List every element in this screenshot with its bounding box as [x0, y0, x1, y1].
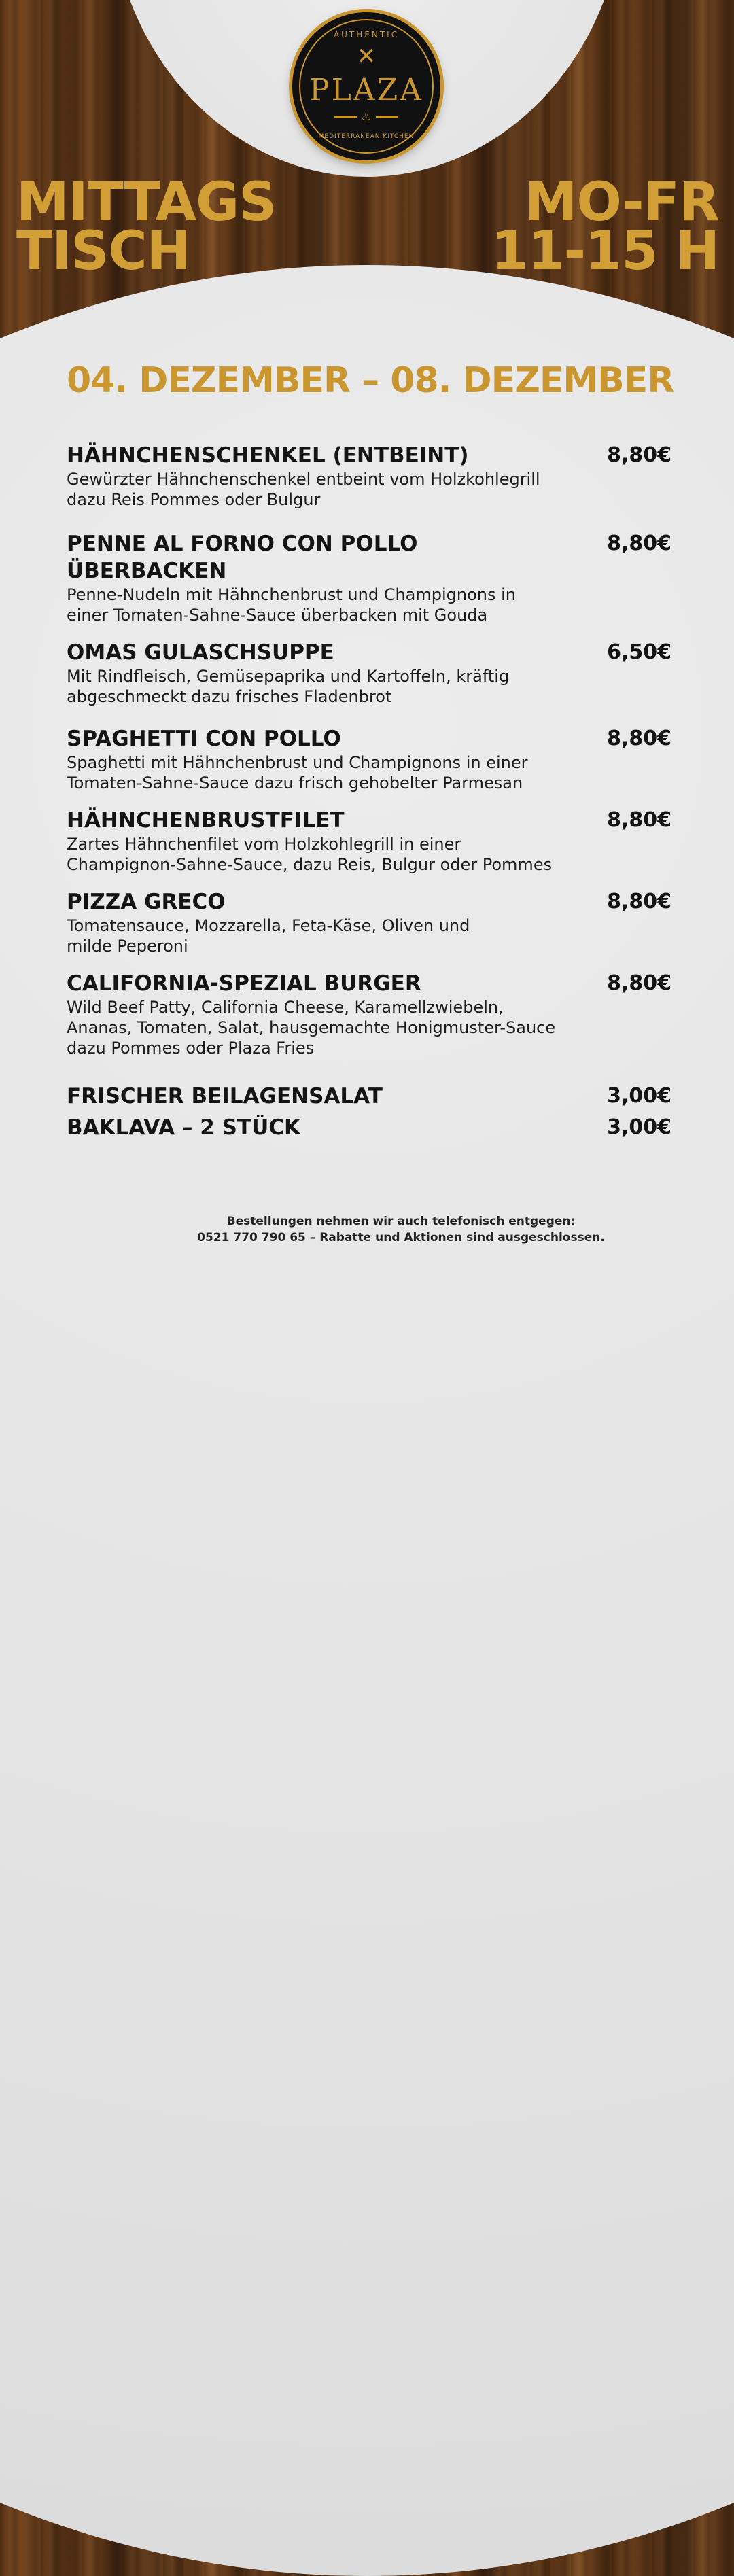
menu-item-price: 8,80€: [607, 890, 671, 913]
menu-item-description-line: Mit Rindfleisch, Gemüsepaprika und Kartoffeln, kräftig: [67, 667, 510, 686]
opening-hours-time: 11-15 H: [491, 221, 719, 282]
menu-item-description-line: Penne-Nudeln mit Hähnchenbrust und Champignons in: [67, 585, 516, 604]
menu-item-name: SPAGHETTI CON POLLO: [67, 727, 341, 751]
menu-item: [67, 807, 678, 875]
opening-hours-days: MO-FR: [524, 172, 719, 233]
menu-item-description-line: Gewürzter Hähnchenschenkel entbeint vom Holzkohlegrill: [67, 470, 540, 489]
menu-item-description-line: Wild Beef Patty, California Cheese, Karamellzwiebeln,: [67, 998, 504, 1017]
menu-item-name-line: ÜBERBACKEN: [67, 559, 227, 583]
menu-item: [67, 970, 678, 1058]
menu-item-price: 6,50€: [607, 640, 671, 664]
menu-item-price: 3,00€: [607, 1115, 671, 1139]
menu-item-description-line: milde Peperoni: [67, 937, 188, 956]
menu-item: [67, 530, 678, 625]
menu-item-description-line: dazu Reis Pommes oder Bulgur: [67, 490, 321, 509]
menu-item-description-line: Ananas, Tomaten, Salat, hausgemachte Honigmuster-Sauce: [67, 1018, 556, 1037]
menu-item-name: HÄHNCHENBRUSTFILET: [67, 808, 345, 833]
menu-item-price: 8,80€: [607, 532, 671, 555]
menu-item-description-line: Tomatensauce, Mozzarella, Feta-Käse, Oliven und: [67, 916, 470, 935]
menu-item-description: [67, 752, 610, 793]
plaza-logo: [292, 12, 440, 160]
menu-item-price: 8,80€: [607, 808, 671, 832]
logo-bottom-text: MEDITERRANEAN KITCHEN: [318, 133, 415, 140]
order-info-footer: [163, 1213, 639, 1246]
menu-item-description-line: Champignon-Sahne-Sauce, dazu Reis, Bulgur oder Pommes: [67, 855, 553, 874]
menu-item-description-line: dazu Pommes oder Plaza Fries: [67, 1039, 315, 1058]
menu-item-description-line: Tomaten-Sahne-Sauce dazu frisch gehobelter Parmesan: [67, 773, 523, 793]
menu-item-price: 3,00€: [607, 1084, 671, 1108]
menu-item: [67, 1083, 678, 1110]
menu-item-description-line: Zartes Hähnchenfilet vom Holzkohlegrill in einer: [67, 835, 461, 854]
footer-line: Bestellungen nehmen wir auch telefonisch entgegen:: [226, 1215, 576, 1228]
menu-item: [67, 639, 678, 707]
menu-item: [67, 725, 678, 793]
menu-item-name: PIZZA GRECO: [67, 890, 226, 914]
menu-item-name: OMAS GULASCHSUPPE: [67, 640, 334, 665]
menu-item-description: [67, 997, 610, 1058]
menu-item-name: [67, 530, 570, 585]
menu-item-name: FRISCHER BEILAGENSALAT: [67, 1084, 383, 1109]
lunch-title-line1: MITTAGS: [16, 172, 277, 233]
lunch-title: [16, 172, 277, 282]
menu-item-name: HÄHNCHENSCHENKEL (ENTBEINT): [67, 443, 469, 468]
menu-item: [67, 1114, 678, 1141]
menu-item-description: [67, 585, 610, 625]
menu-item-description: [67, 666, 610, 707]
menu-item-price: 8,80€: [607, 971, 671, 995]
menu-item: [67, 888, 678, 956]
menu-item-name: BAKLAVA – 2 STÜCK: [67, 1115, 301, 1140]
menu-item-name: CALIFORNIA-SPEZIAL BURGER: [67, 971, 421, 996]
menu-item-price: 8,80€: [607, 727, 671, 750]
menu-item-name-line: PENNE AL FORNO CON POLLO: [67, 532, 418, 556]
menu-item: [67, 442, 678, 510]
logo-name: PLAZA: [309, 73, 423, 107]
menu-item-price: 8,80€: [607, 443, 671, 467]
date-range: 04. DEZEMBER – 08. DEZEMBER: [67, 360, 674, 401]
lunch-title-line2: TISCH: [16, 221, 190, 282]
menu-item-description: [67, 834, 610, 875]
logo-top-text: AUTHENTIC: [333, 30, 400, 39]
opening-hours: [491, 172, 719, 282]
cutlery-icon: ✕: [356, 43, 377, 70]
footer-phone-line: 0521 770 790 65 – Rabatte und Aktionen sind ausgeschlossen.: [197, 1231, 605, 1245]
menu-item-description: [67, 916, 610, 956]
flame-icon: ♨: [357, 109, 376, 125]
menu-item-description-line: einer Tomaten-Sahne-Sauce überbacken mit Gouda: [67, 606, 488, 625]
menu-item-description-line: Spaghetti mit Hähnchenbrust und Champignons in einer: [67, 753, 528, 772]
menu-item-description-line: abgeschmeckt dazu frisches Fladenbrot: [67, 687, 392, 706]
menu-item-description: [67, 469, 610, 510]
